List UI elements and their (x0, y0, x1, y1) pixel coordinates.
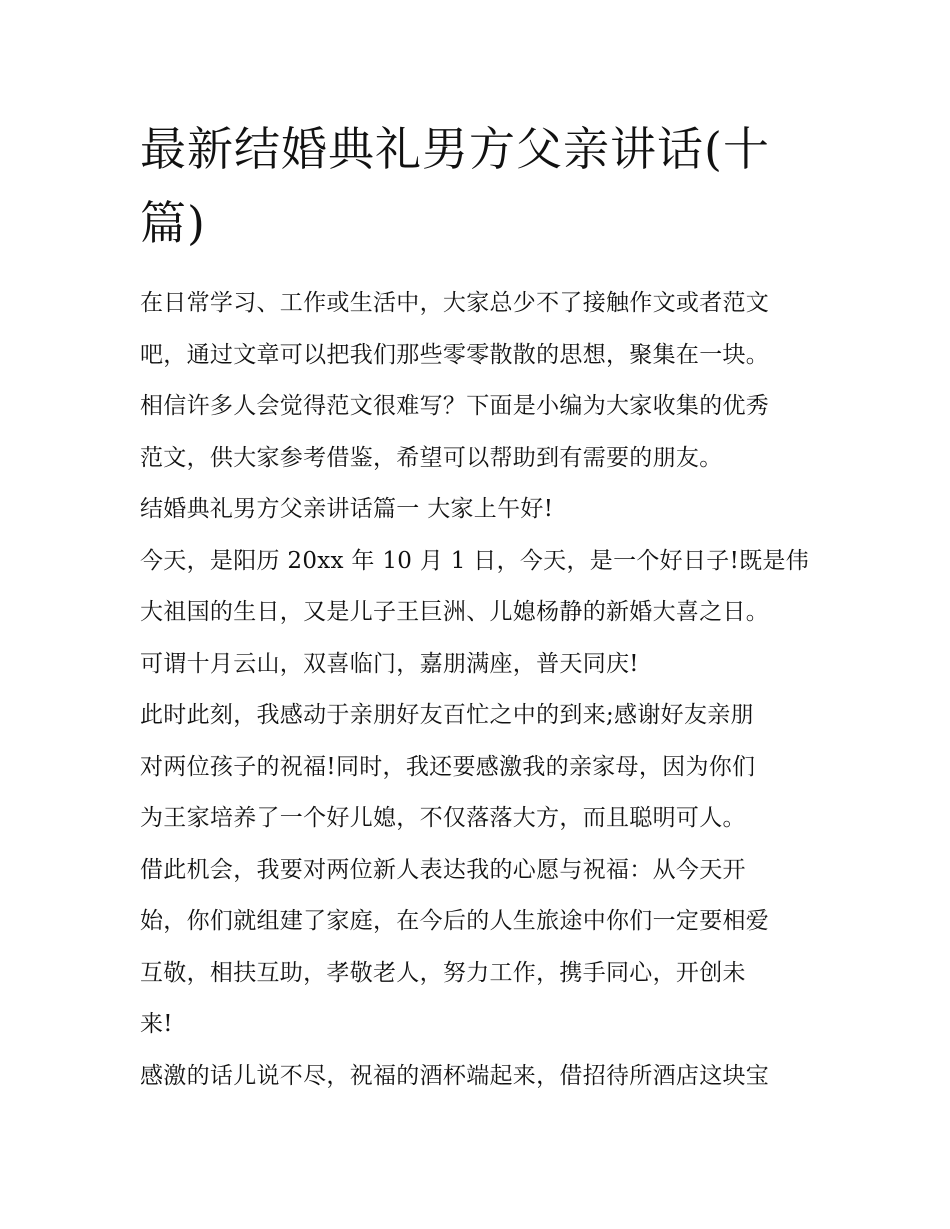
body-line: 对两位孩子的祝福!同时，我还要感激我的亲家母，因为你们 (140, 753, 756, 780)
document-body (140, 278, 820, 1102)
body-line: 始，你们就组建了家庭，在今后的人生旅途中你们一定要相爱 (140, 908, 770, 934)
section-heading-line: 结婚典礼男方父亲讲话篇一 大家上午好! (140, 496, 554, 522)
body-line: 借此机会，我要对两位新人表达我的心愿与祝福：从今天开 (140, 856, 746, 883)
body-line: 互敬，相扶互助，孝敬老人，努力工作，携手同心，开创未 (140, 959, 746, 986)
body-line: 今天，是阳历 20xx 年 10 月 1 日，今天，是一个好日子!既是伟 (140, 547, 810, 574)
body-line: 来! (140, 1011, 173, 1037)
body-line: 大祖国的生日，又是儿子王巨洲、儿媳杨静的新婚大喜之日。 (140, 599, 770, 625)
body-line: 可谓十月云山，双喜临门，嘉朋满座，普天同庆! (140, 650, 639, 677)
body-line: 吧，通过文章可以把我们那些零零散散的思想，聚集在一块。 (140, 341, 770, 368)
body-line: 在日常学习、工作或生活中，大家总少不了接触作文或者范文 (140, 290, 770, 316)
page-title (140, 112, 820, 260)
title-line: 最新结婚典礼男方父亲讲话(十 (140, 122, 770, 176)
title-line: 篇) (140, 196, 206, 250)
body-line: 范文，供大家参考借鉴，希望可以帮助到有需要的朋友。 (140, 444, 723, 471)
body-line: 为王家培养了一个好儿媳，不仅落落大方，而且聪明可人。 (140, 805, 746, 831)
body-line: 感激的话儿说不尽，祝福的酒杯端起来，借招待所酒店这块宝 (140, 1062, 770, 1089)
body-line: 此时此刻，我感动于亲朋好友百忙之中的到来;感谢好友亲朋 (140, 702, 754, 728)
body-line: 相信许多人会觉得范文很难写？下面是小编为大家收集的优秀 (140, 393, 770, 419)
